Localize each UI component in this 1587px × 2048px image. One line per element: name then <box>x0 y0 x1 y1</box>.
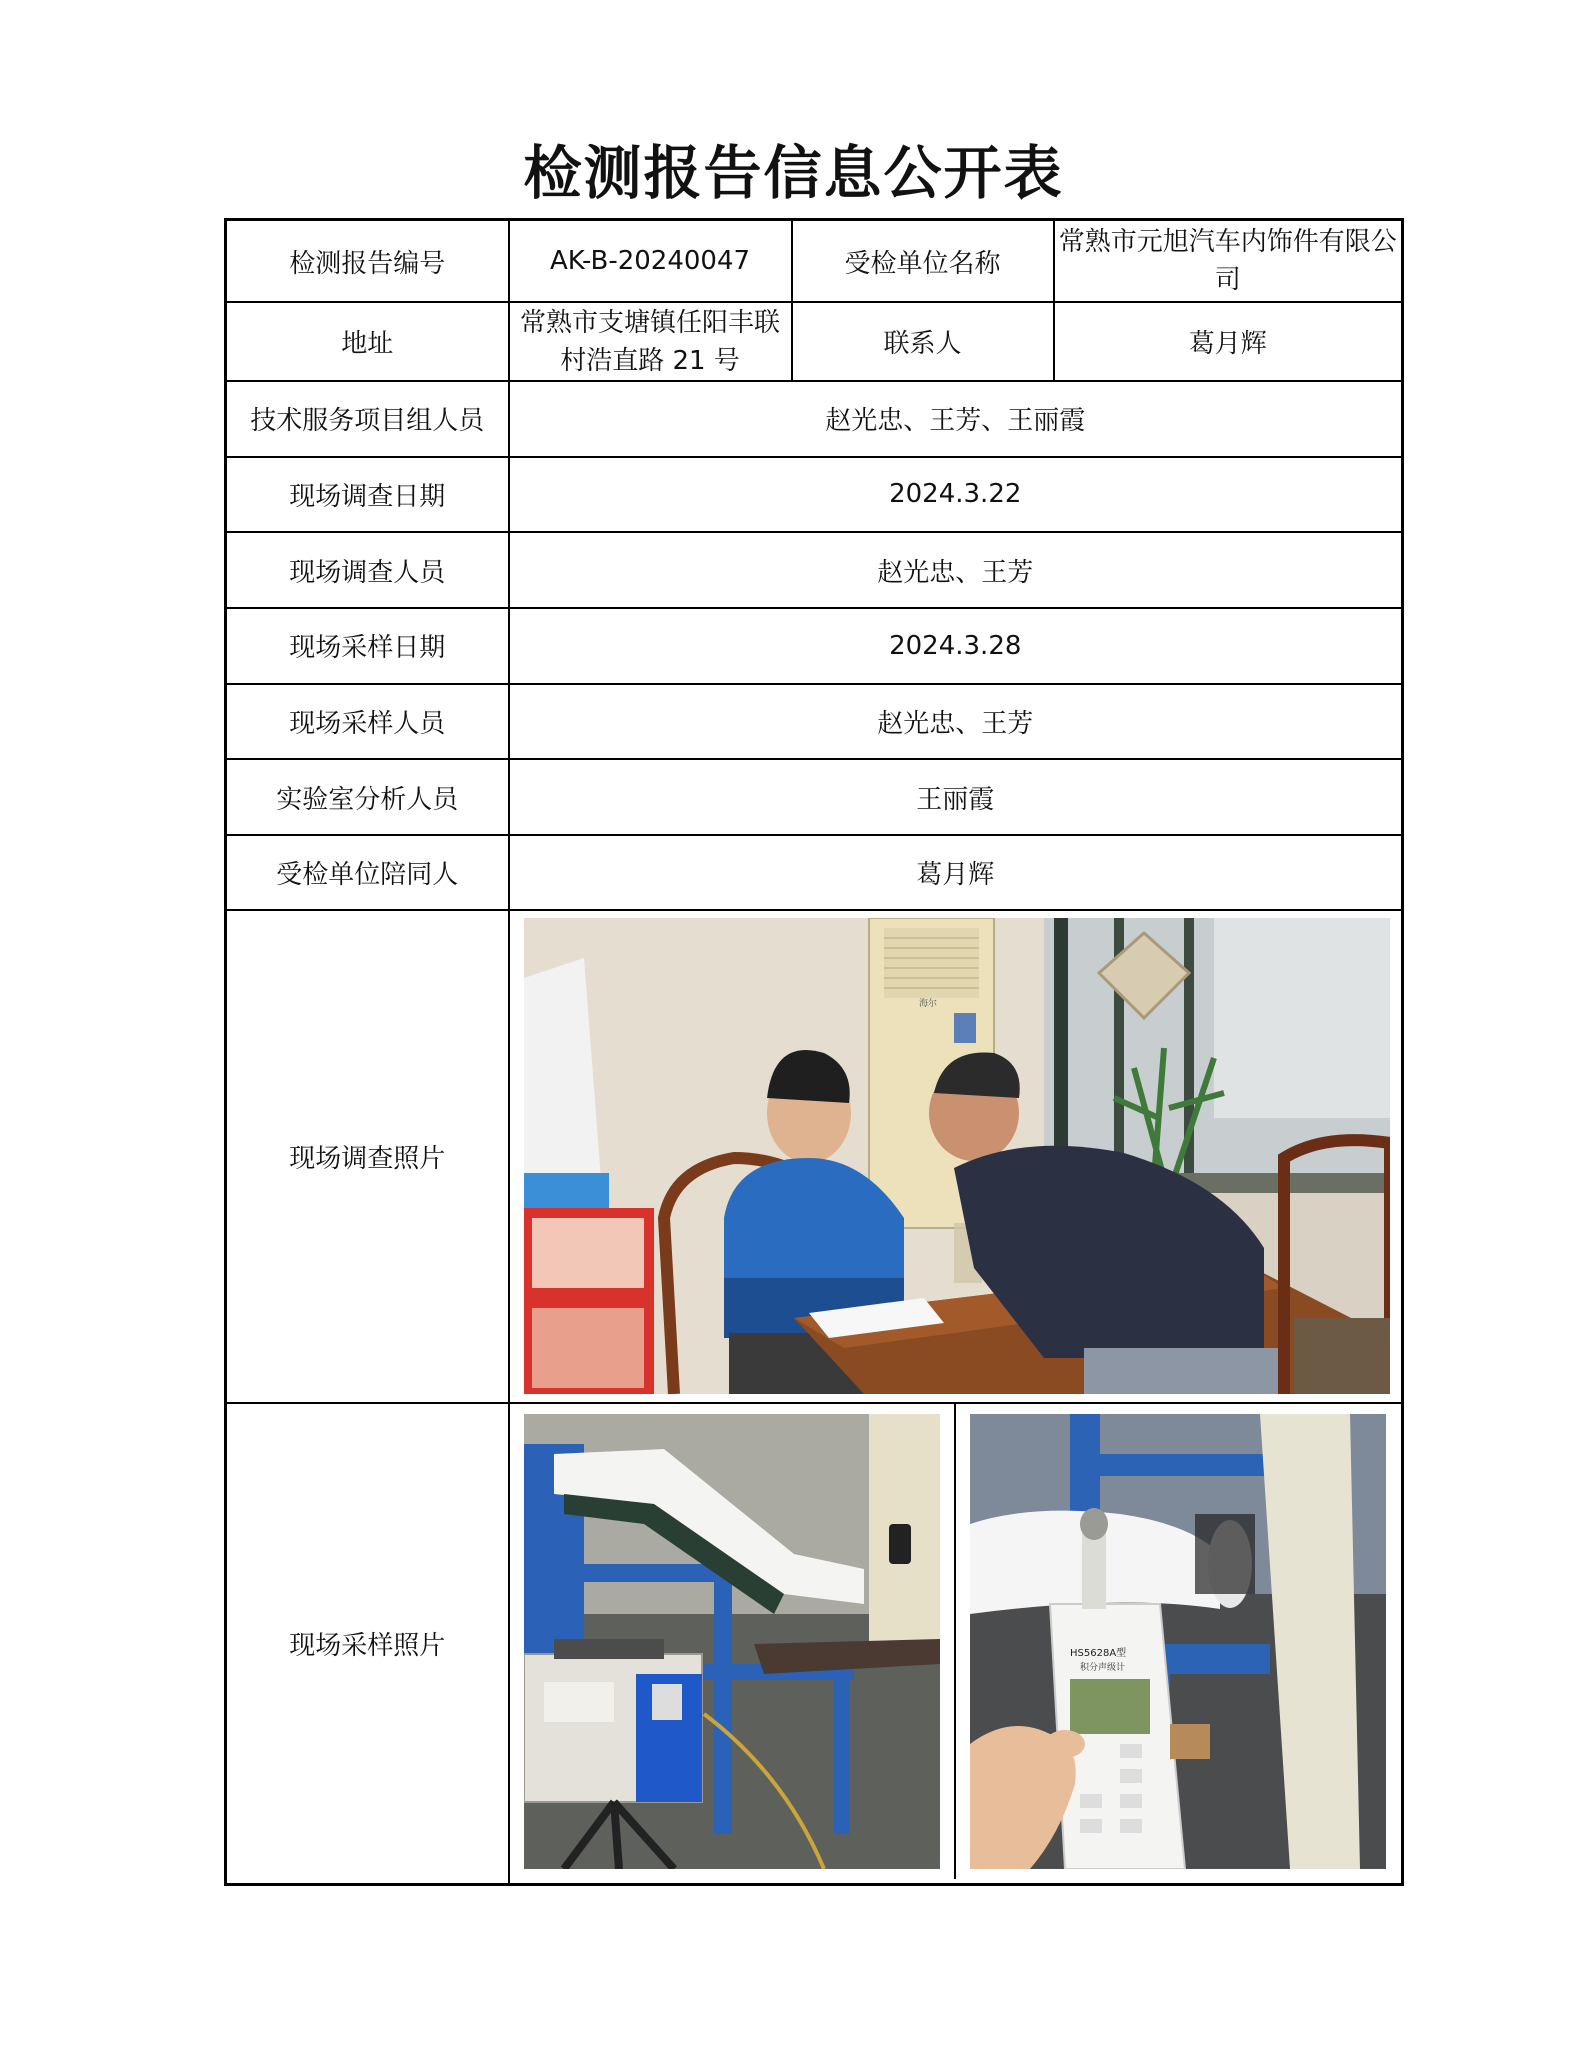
table-row <box>226 381 1403 457</box>
address-value: 常熟市支塘镇任阳丰联村浩直路 21 号 <box>509 302 792 381</box>
sampling-photo-sound-meter <box>970 1414 1386 1869</box>
surveyors-label: 现场调查人员 <box>226 532 509 608</box>
table-row <box>226 684 1403 760</box>
contact-value: 葛月辉 <box>1054 302 1403 381</box>
escort-label: 受检单位陪同人 <box>226 835 509 911</box>
unit-name-value: 常熟市元旭汽车内饰件有限公司 <box>1054 220 1403 303</box>
sampling-photo-equipment-image <box>524 1414 940 1869</box>
report-no-value: AK-B-20240047 <box>509 220 792 303</box>
sampling-photo-equipment <box>524 1414 940 1869</box>
sampling-date-value: 2024.3.28 <box>509 608 1403 684</box>
survey-date-value: 2024.3.22 <box>509 457 1403 533</box>
table-row <box>226 835 1403 911</box>
sampling-photo-label: 现场采样照片 <box>226 1403 509 1885</box>
sampling-photo-sound-meter-image <box>970 1414 1386 1869</box>
table-row <box>226 532 1403 608</box>
lab-analyst-label: 实验室分析人员 <box>226 759 509 835</box>
table-row <box>226 608 1403 684</box>
table-row <box>226 220 1403 303</box>
team-label: 技术服务项目组人员 <box>226 381 509 457</box>
team-value: 赵光忠、王芳、王丽霞 <box>509 381 1403 457</box>
table-row <box>226 910 1403 1402</box>
report-info-table <box>224 218 1404 1886</box>
contact-label: 联系人 <box>792 302 1054 381</box>
sound-meter-model: HS5628A型 <box>1069 1647 1126 1659</box>
table-row <box>226 457 1403 533</box>
lab-analyst-value: 王丽霞 <box>509 759 1403 835</box>
report-no-label: 检测报告编号 <box>226 220 509 303</box>
survey-photo <box>524 918 1390 1394</box>
address-label: 地址 <box>226 302 509 381</box>
table-row <box>226 759 1403 835</box>
samplers-label: 现场采样人员 <box>226 684 509 760</box>
samplers-value: 赵光忠、王芳 <box>509 684 1403 760</box>
table-row <box>226 1403 1403 1885</box>
survey-photo-label: 现场调查照片 <box>226 910 509 1402</box>
page-title: 检测报告信息公开表 <box>523 139 1064 207</box>
photo-divider <box>954 1404 956 1879</box>
unit-name-label: 受检单位名称 <box>792 220 1054 303</box>
surveyors-value: 赵光忠、王芳 <box>509 532 1403 608</box>
survey-photo-image <box>524 918 1390 1394</box>
table-row <box>226 302 1403 381</box>
escort-value: 葛月辉 <box>509 835 1403 911</box>
sound-meter-name: 积分声级计 <box>1079 1662 1125 1673</box>
survey-date-label: 现场调查日期 <box>226 457 509 533</box>
aircon-brand: 海尔 <box>918 999 937 1010</box>
sampling-date-label: 现场采样日期 <box>226 608 509 684</box>
